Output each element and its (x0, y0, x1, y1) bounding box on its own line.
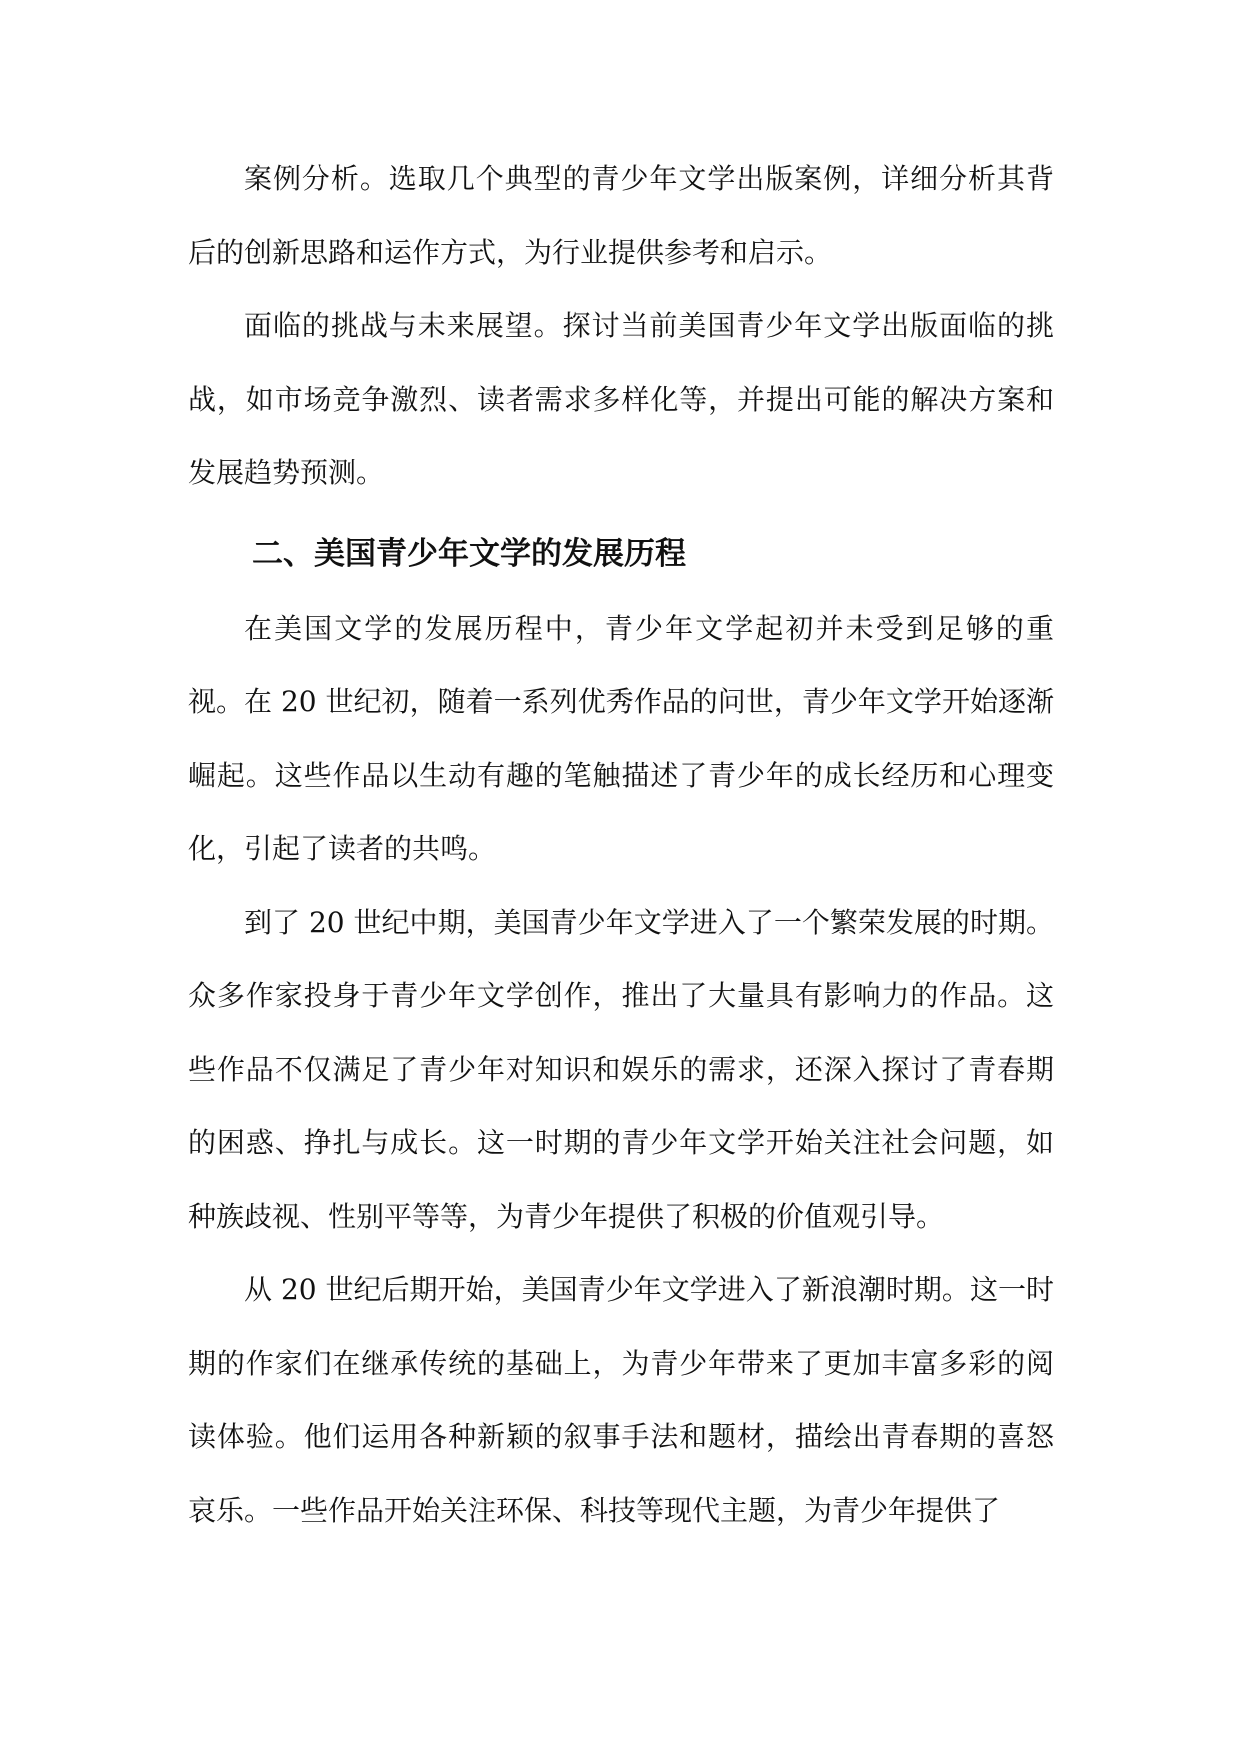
paragraph-mid-20th-century: 到了 20 世纪中期，美国青少年文学进入了一个繁荣发展的时期。众多作家投身于青少年文学创作，推出了大量具有影响力的作品。这些作品不仅满足了青少年对知识和娱乐的需求，还深入探讨了青春期的困惑、挣扎与成长。这一时期的青少年文学开始关注社会问题，如种族歧视、性别平等等，为青少年提供了积极的价值观引导。 (188, 905, 1054, 1233)
document-body (188, 142, 1054, 1547)
paragraph-case-analysis: 案例分析。选取几个典型的青少年文学出版案例，详细分析其背后的创新思路和运作方式，为行业提供参考和启示。 (188, 162, 1054, 269)
paragraph-challenges-outlook: 面临的挑战与未来展望。探讨当前美国青少年文学出版面临的挑战，如市场竞争激烈、读者需求多样化等，并提出可能的解决方案和发展趋势预测。 (188, 309, 1054, 489)
paragraph-early-20th-century: 在美国文学的发展历程中，青少年文学起初并未受到足够的重视。在 20 世纪初，随着一系列优秀作品的问世，青少年文学开始逐渐崛起。这些作品以生动有趣的笔触描述了青少年的成长经历和心理变化，引起了读者的共鸣。 (188, 611, 1054, 865)
paragraph-late-20th-century: 从 20 世纪后期开始，美国青少年文学进入了新浪潮时期。这一时期的作家们在继承传统的基础上，为青少年带来了更加丰富多彩的阅读体验。他们运用各种新颖的叙事手法和题材，描绘出青春期的喜怒哀乐。一些作品开始关注环保、科技等现代主题，为青少年提供了 (188, 1273, 1054, 1527)
section-heading: 二、美国青少年文学的发展历程 (252, 535, 686, 572)
